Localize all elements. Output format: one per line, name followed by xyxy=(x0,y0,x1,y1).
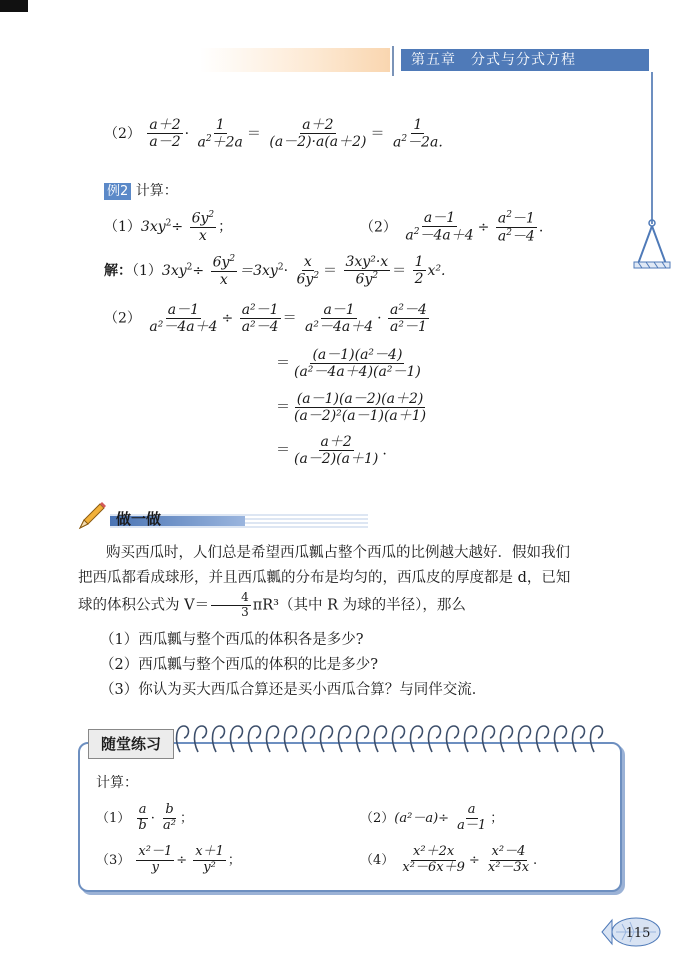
fraction: $\frac{a-1}{\text{a²－4a＋4}}$ xyxy=(149,302,218,336)
question-3: （3）你认为买大西瓜合算还是买小西瓜合算？与同伴交流． xyxy=(100,682,487,698)
margin-line xyxy=(651,72,653,224)
activity-paragraph: 购买西瓜时，人们总是希望西瓜瓤占整个西瓜的比例越大越好．假如我们 把西瓜都看成球形，并且西瓜瓤的分布是均匀的，西瓜皮的厚度都是 d，已知 球的体积公式为 V＝ $\frac{4}{3}$ πR³（其中 R 为球的半径），那么 xyxy=(78,545,571,619)
pencil-icon xyxy=(76,500,108,532)
problem-2: （2） $\frac{a-1}{a^2-4a+4}$ ÷ $\frac{a^2-1}{a^2-4}$ . xyxy=(360,210,544,245)
fraction: $\frac{b}{\text{a²}}$ xyxy=(163,802,176,833)
fraction: $\frac{\text{a²－1}}{\text{a²－4}}$ xyxy=(241,302,279,336)
spiral-ring xyxy=(537,726,549,752)
spiral-ring xyxy=(267,726,279,752)
fraction: $\frac{\text{3xy²·x}}{6y^2}$ xyxy=(345,254,389,288)
spiral-ring xyxy=(195,726,207,752)
spiral-ring xyxy=(501,726,513,752)
corner-mark xyxy=(0,0,28,12)
example-tag: 例2 xyxy=(104,183,131,200)
fraction: $\frac{1}{2}$ xyxy=(414,254,424,288)
spiral-ring xyxy=(573,726,585,752)
fraction: $\frac{1}{a^2+2a}$ xyxy=(197,117,243,151)
exercise-3: （3） $\frac{\text{x²－1}}{y}$ ÷ $\frac{x+1}{\text{y²}}$ ； xyxy=(96,844,241,875)
fraction: $\frac{a-1}{a^2-4a+4}$ xyxy=(405,210,474,245)
chapter-title: 第五章 分式与分式方程 xyxy=(401,49,649,71)
fraction: $\frac{6y^2}{x}$ xyxy=(191,210,215,244)
fraction: $\frac{a^2-1}{a^2-4}$ xyxy=(497,210,535,245)
solution-2-line-3: ＝ $\frac{(a-1)(a-2)(a+2)}{\text{(a－2)²(a－1)(a＋1)}}$ xyxy=(276,391,427,425)
fraction: $\frac{\text{x²＋2x}}{\text{x²－6x＋9}}$ xyxy=(402,844,465,875)
fraction: $\frac{a+2}{(a-2)(a+1)}$ xyxy=(294,434,379,468)
exercise-4: （4） $\frac{\text{x²＋2x}}{\text{x²－6x＋9}}$ ÷ $\frac{\text{x²－4}}{\text{x²－3x}}$ . xyxy=(360,844,538,875)
spiral-ring xyxy=(321,726,333,752)
solution-1: 解：$(1)3xy^2\div$ $\frac{6y^2}{x}$ $=3xy^2\cdot$ $\frac{x}{6y^2}$ ＝ $\frac{\text{3xy²·x}}{6y^2}$ ＝ $\frac{1}{2}$ x². xyxy=(104,254,446,288)
spiral-ring xyxy=(555,726,567,752)
spiral-ring xyxy=(339,726,351,752)
activity-questions xyxy=(100,628,640,703)
header-divider xyxy=(392,46,394,76)
fraction: $\frac{\text{a²－4}}{\text{a²－1}}$ xyxy=(390,302,427,336)
fraction: $\frac{1}{a^2-2a.}$ xyxy=(392,117,443,151)
spiral-ring xyxy=(465,726,477,752)
exercise-2: （2）(a²－a)÷ $\frac{a}{a-1}$ ； xyxy=(360,802,504,833)
fraction: $\frac{6y^2}{x}$ xyxy=(212,254,236,288)
spiral-ring xyxy=(249,726,261,752)
practice-title: 随堂练习 xyxy=(88,729,174,759)
spiral-ring xyxy=(591,726,603,752)
fraction: $\frac{(a-1)(a-2)(a+2)}{\text{(a－2)²(a－1)(a＋1)}}$ xyxy=(294,391,427,425)
spiral-ring xyxy=(519,726,531,752)
fraction: $\frac{\text{(a－1)(a²－4)}}{\text{(a²－4a＋4)(a²－1)}}$ xyxy=(294,347,421,381)
solution-2-line-4: ＝ $\frac{a+2}{(a-2)(a+1)}$ . xyxy=(276,434,387,468)
top-example-line: （2） $\frac{a+2}{a-2}$ · $\frac{1}{a^2+2a}$ ＝ $\frac{a+2}{(a-2)\cdot a(a+2)}$ ＝ $\frac{1}{a^2-2a.}$ xyxy=(104,117,443,151)
spiral-binding xyxy=(172,722,612,756)
fraction: $\frac{a+2}{a-2}$ xyxy=(149,117,181,151)
solution-2-line-1: （2） $\frac{a-1}{\text{a²－4a＋4}}$ ÷ $\frac{\text{a²－1}}{\text{a²－4}}$ ＝ $\frac{a-1}{\text{a²－4a＋4}}$ · $\frac{\text{a²－4}}{\text{a²－1}}$ xyxy=(104,302,427,336)
fraction: $\frac{\text{x²－1}}{y}$ xyxy=(138,844,173,875)
problem-1: $(1)3xy^2\div$ $\frac{6y^2}{x}$ ； xyxy=(104,210,233,244)
spiral-ring xyxy=(447,726,459,752)
practice-prompt: 计算： xyxy=(96,775,138,791)
fraction: $\frac{a-1}{\text{a²－4a＋4}}$ xyxy=(305,302,374,336)
spiral-ring xyxy=(177,726,189,752)
fraction: $\frac{4}{3}$ xyxy=(211,591,251,620)
spiral-ring xyxy=(483,726,495,752)
page-number: 115 xyxy=(625,926,651,941)
spiral-ring xyxy=(357,726,369,752)
item-label: （2） xyxy=(104,125,141,142)
spiral-ring xyxy=(213,726,225,752)
question-2: （2）西瓜瓤与整个西瓜的体积的比是多少? xyxy=(100,657,378,673)
page-number-badge xyxy=(598,912,662,952)
fraction: $\frac{a}{a-1}$ xyxy=(457,802,487,833)
spiral-ring xyxy=(285,726,297,752)
spiral-ring xyxy=(393,726,405,752)
question-1: （1）西瓜瓤与整个西瓜的体积各是多少? xyxy=(100,632,364,648)
header-gradient-bar xyxy=(200,48,390,72)
spiral-ring xyxy=(429,726,441,752)
spiral-ring xyxy=(411,726,423,752)
example-title: 计算： xyxy=(135,183,178,199)
fraction: $\frac{a}{b}$ xyxy=(138,802,147,833)
activity-title: 做一做 xyxy=(116,510,162,528)
spiral-ring xyxy=(303,726,315,752)
spiral-ring xyxy=(231,726,243,752)
spiral-ring xyxy=(375,726,387,752)
example-heading xyxy=(104,180,178,200)
compass-icon xyxy=(630,218,674,270)
exercise-1: （1） $\frac{a}{b}$ · $\frac{b}{\text{a²}}$ ； xyxy=(96,802,193,833)
fraction: $\frac{x+1}{\text{y²}}$ xyxy=(195,844,224,875)
fraction: $\frac{a+2}{(a-2)\cdot a(a+2)}$ xyxy=(269,117,367,151)
fraction: $\frac{\text{x²－4}}{\text{x²－3x}}$ xyxy=(487,844,530,875)
solution-2-line-2: ＝ $\frac{\text{(a－1)(a²－4)}}{\text{(a²－4a＋4)(a²－1)}}$ xyxy=(276,347,421,381)
fraction: $\frac{x}{6y^2}$ xyxy=(296,254,320,288)
